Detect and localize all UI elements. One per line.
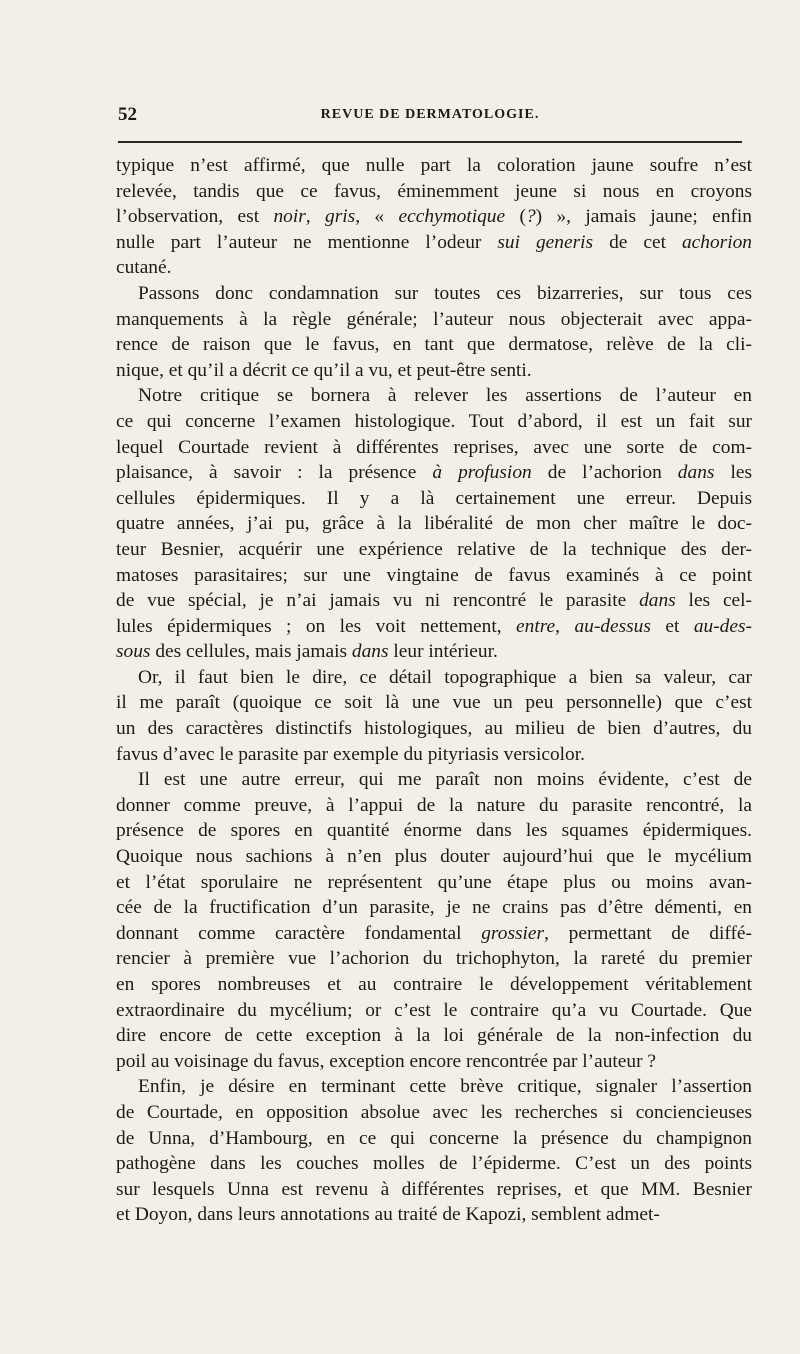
text-run: matoses parasitaires; sur une vingtaine de favus examinés à ce point <box>116 564 752 586</box>
text-run: les cel- <box>675 590 753 612</box>
text-run: Notre critique se bornera à relever les assertions de l’auteur en <box>138 385 752 407</box>
italic-text: sous <box>116 641 151 663</box>
text-run: favus d’avec le parasite par exemple du pityriasis versicolor. <box>116 743 585 765</box>
text-run: dire encore de cette exception à la loi générale de la non-infection du <box>116 1025 752 1047</box>
italic-text: grossier <box>481 922 545 944</box>
text-line <box>116 895 752 921</box>
text-run: cutané. <box>116 257 172 279</box>
italic-text: dans <box>639 590 676 612</box>
text-line <box>116 921 752 947</box>
text-line <box>116 793 752 819</box>
text-line <box>116 153 752 179</box>
running-head <box>118 104 742 128</box>
italic-text: ecchymotique <box>398 206 506 228</box>
text-run: manquements à la règle générale; l’auteur nous objecterait avec appa- <box>116 308 752 330</box>
text-line <box>116 281 752 307</box>
text-run: Or, il faut bien le dire, ce détail topographique a bien sa valeur, car <box>138 666 752 688</box>
paragraph <box>116 153 752 281</box>
text-run: extraordinaire du mycélium; or c’est le contraire qu’a vu Courtade. Que <box>116 999 752 1021</box>
page-number: 52 <box>118 104 137 125</box>
text-line <box>116 639 752 665</box>
italic-text: ? <box>525 206 536 228</box>
text-line <box>116 716 752 742</box>
text-line <box>116 332 752 358</box>
text-run: relevée, tandis que ce favus, éminemment jeune si nous en croyons <box>116 180 752 202</box>
text-run: typique n’est affirmé, que nulle part la coloration jaune soufre n’est <box>116 155 752 176</box>
text-run: de l’achorion <box>531 462 678 484</box>
text-run: , « <box>355 206 399 228</box>
paragraph <box>116 281 752 383</box>
text-run: un des caractères distinctifs histologiques, au milieu de bien d’autres, du <box>116 718 752 740</box>
text-run: et l’état sporulaire ne représentent qu’une étape plus ou moins avan- <box>116 871 752 893</box>
text-run: les <box>714 462 753 484</box>
text-run: de Unna, d’Hambourg, en ce qui concerne la présence du champignon <box>116 1127 752 1149</box>
text-run: et <box>650 615 694 637</box>
text-run: il me paraît (quoique ce soit là une vue un peu personnelle) que c’est <box>116 692 752 714</box>
text-run: , <box>305 206 326 228</box>
text-line <box>116 435 752 461</box>
text-line <box>116 870 752 896</box>
body-text <box>116 153 752 1228</box>
text-run: lules épidermiques ; on les voit nettement, <box>116 615 517 637</box>
text-run: leur intérieur. <box>388 641 498 663</box>
text-run: en spores nombreuses et au contraire le développement véritablement <box>116 974 752 995</box>
text-run: Quoique nous sachions à n’en plus douter aujourd’hui que le mycélium <box>116 846 752 868</box>
text-line <box>116 383 752 409</box>
text-line <box>116 1074 752 1100</box>
text-run: ce qui concerne l’examen histologique. Tout d’abord, il est un fait sur <box>116 410 752 432</box>
text-line <box>116 1151 752 1177</box>
paragraph <box>116 1074 752 1228</box>
text-line <box>116 1100 752 1126</box>
text-run: Passons donc condamnation sur toutes ces bizarreries, sur tous ces <box>138 282 752 304</box>
text-line <box>116 537 752 563</box>
text-run: teur Besnier, acquérir une expérience relative de la technique des der- <box>116 538 752 560</box>
italic-text: au-des- <box>693 615 752 637</box>
text-run: sur lesquels Unna est revenu à différentes reprises, et que MM. Besnier <box>116 1178 752 1200</box>
text-run: donner comme preuve, à l’appui de la nature du parasite rencontré, la <box>116 794 752 816</box>
text-line <box>116 358 752 384</box>
text-run: plaisance, à savoir : la présence <box>116 462 433 484</box>
text-line <box>116 563 752 589</box>
text-line <box>116 179 752 205</box>
italic-text: entre <box>516 615 556 637</box>
text-line <box>116 460 752 486</box>
text-line <box>116 946 752 972</box>
text-line <box>116 1023 752 1049</box>
text-line <box>116 307 752 333</box>
text-run: de vue spécial, je n’ai jamais vu ni rencontré le parasite <box>116 590 640 612</box>
text-run: , permettant de diffé- <box>544 922 752 944</box>
text-line <box>116 844 752 870</box>
text-line <box>116 255 752 281</box>
text-run: de cet <box>593 231 682 253</box>
italic-text: achorion <box>681 231 753 253</box>
text-line <box>116 1049 752 1075</box>
italic-text: dans <box>351 641 389 663</box>
text-line <box>116 1177 752 1203</box>
text-run: lequel Courtade revient à différentes reprises, avec une sorte de com- <box>116 436 752 458</box>
text-line <box>116 1126 752 1152</box>
text-run: donnant comme caractère fondamental <box>116 922 482 944</box>
text-line <box>116 409 752 435</box>
italic-text: gris <box>325 206 356 228</box>
text-line <box>116 767 752 793</box>
text-line <box>116 204 752 230</box>
italic-text: noir <box>273 206 306 228</box>
italic-text: sui generis <box>497 231 594 253</box>
text-line <box>116 690 752 716</box>
text-run: pathogène dans les couches molles de l’épiderme. C’est un des points <box>116 1153 752 1175</box>
text-run: ) », jamais jaune; enfin <box>535 206 752 228</box>
text-line <box>116 614 752 640</box>
italic-text: au-dessus <box>574 615 651 637</box>
paragraph <box>116 767 752 1074</box>
text-run: présence de spores en quantité énorme dans les squames épidermiques. <box>116 820 752 842</box>
text-run: cée de la fructification d’un parasite, je ne crains pas d’être démenti, en <box>116 897 752 919</box>
paragraph <box>116 665 752 767</box>
text-run: nique, et qu’il a décrit ce qu’il a vu, et peut-être senti. <box>116 359 532 381</box>
text-line <box>116 665 752 691</box>
text-line <box>116 972 752 998</box>
text-line <box>116 486 752 512</box>
text-run: et Doyon, dans leurs annotations au traité de Kapozi, semblent admet- <box>116 1204 660 1226</box>
italic-text: à profusion <box>432 462 532 484</box>
text-run: , <box>555 615 575 637</box>
text-line <box>116 511 752 537</box>
text-run: quatre années, j’ai pu, grâce à la libéralité de mon cher maître le doc- <box>116 513 752 535</box>
text-run: Enfin, je désire en terminant cette brève critique, signaler l’assertion <box>138 1076 752 1098</box>
text-line <box>116 588 752 614</box>
text-line <box>116 742 752 768</box>
text-run: l’observation, est <box>116 206 274 228</box>
text-run: rencier à première vue l’achorion du trichophyton, la rareté du premier <box>116 948 752 970</box>
text-line <box>116 230 752 256</box>
header-rule <box>118 141 742 143</box>
journal-title: REVUE DE DERMATOLOGIE. <box>320 107 540 122</box>
text-line <box>116 1202 752 1228</box>
text-run: ( <box>505 206 526 228</box>
text-run: cellules épidermiques. Il y a là certainement une erreur. Depuis <box>116 487 752 509</box>
text-run: Il est une autre erreur, qui me paraît non moins évidente, c’est de <box>138 769 752 791</box>
paragraph <box>116 383 752 665</box>
text-line <box>116 998 752 1024</box>
italic-text: dans <box>677 462 715 484</box>
text-run: nulle part l’auteur ne mentionne l’odeur <box>116 231 498 253</box>
text-run: poil au voisinage du favus, exception encore rencontrée par l’auteur ? <box>116 1050 657 1072</box>
text-run: de Courtade, en opposition absolue avec les recherches si conciencieuses <box>116 1101 752 1123</box>
text-run: des cellules, mais jamais <box>150 641 352 663</box>
text-line <box>116 818 752 844</box>
text-run: rence de raison que le favus, en tant que dermatose, relève de la cli- <box>116 334 752 356</box>
